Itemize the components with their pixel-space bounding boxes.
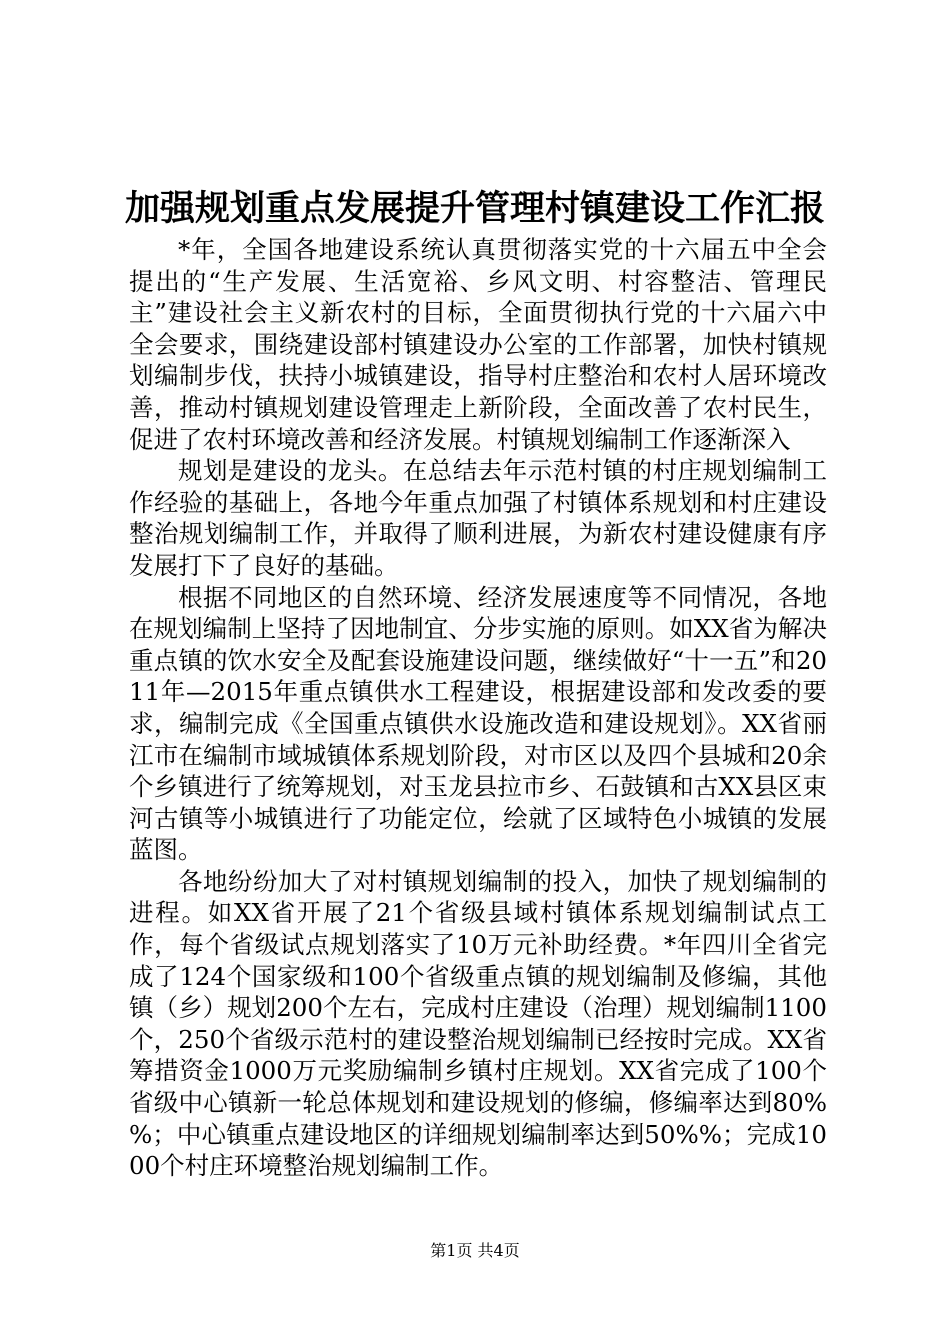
paragraph: 各地纷纷加大了对村镇规划编制的投入，加快了规划编制的进程。如XX省开展了21个省级县域村镇体系规划编制试点工作，每个省级试点规划落实了10万元补助经费。*年四川全省完成了124个国家级和100个省级重点镇的规划编制及修编，其他镇（乡）规划200个左右，完成村庄建设（治理）规划编制1100个，250个省级示范村的建设整治规划编制已经按时完成。XX省筹措资金1000万元奖励编制乡镇村庄规划。XX省完成了100个省级中心镇新一轮总体规划和建设规划的修编，修编率达到80%%；中心镇重点建设地区的详细规划编制率达到50%%；完成1000个村庄环境整治规划编制工作。 (129, 866, 827, 1181)
document-title: 加强规划重点发展提升管理村镇建设工作汇报 (124, 189, 825, 229)
document-body (129, 234, 827, 1182)
paragraph: 规划是建设的龙头。在总结去年示范村镇的村庄规划编制工作经验的基础上，各地今年重点加强了村镇体系规划和村庄建设整治规划编制工作，并取得了顺利进展，为新农村建设健康有序发展打下了良好的基础。 (129, 456, 827, 580)
page-footer: 第1页 共4页 (430, 1241, 520, 1260)
paragraph: *年，全国各地建设系统认真贯彻落实党的十六届五中全会提出的“生产发展、生活宽裕、乡风文明、村容整洁、管理民主”建设社会主义新农村的目标，全面贯彻执行党的十六届六中全会要求，围绕建设部村镇建设办公室的工作部署，加快村镇规划编制步伐，扶持小城镇建设，指导村庄整治和农村人居环境改善，推动村镇规划建设管理走上新阶段，全面改善了农村民生，促进了农村环境改善和经济发展。村镇规划编制工作逐渐深入 (129, 235, 827, 454)
paragraph: 根据不同地区的自然环境、经济发展速度等不同情况，各地在规划编制上坚持了因地制宜、分步实施的原则。如XX省为解决重点镇的饮水安全及配套设施建设问题，继续做好“十一五”和2011年—2015年重点镇供水工程建设，根据建设部和发改委的要求，编制完成《全国重点镇供水设施改造和建设规划》。XX省丽江市在编制市域城镇体系规划阶段，对市区以及四个县城和20余个乡镇进行了统筹规划，对玉龙县拉市乡、石鼓镇和古XX县区束河古镇等小城镇进行了功能定位，绘就了区域特色小城镇的发展蓝图。 (129, 582, 827, 865)
